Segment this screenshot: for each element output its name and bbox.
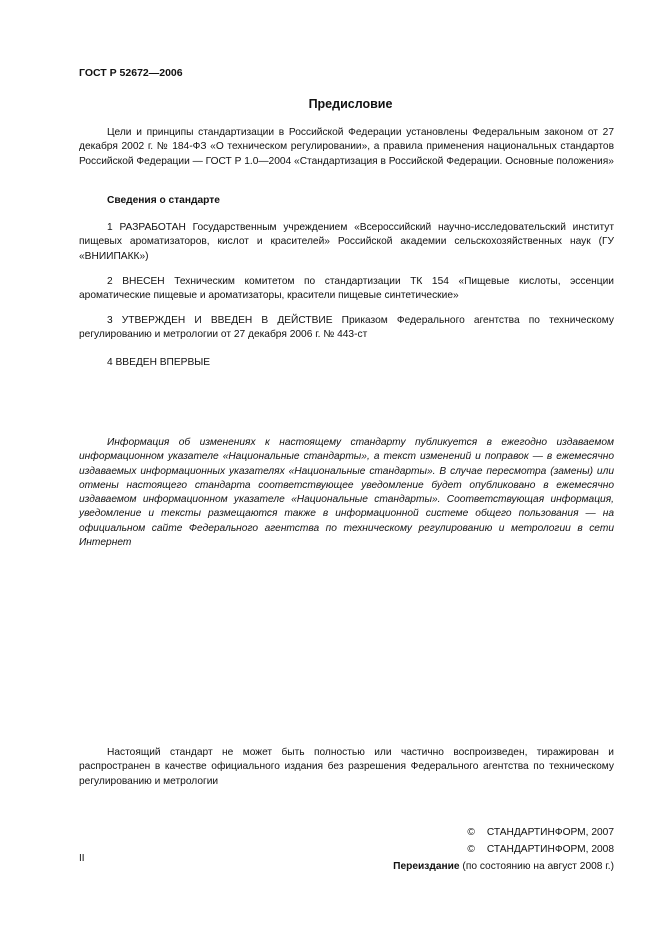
copyright-sign: ©: [467, 827, 475, 838]
page-title-text: Предисловие: [308, 97, 393, 111]
info-item-developed: 1 РАЗРАБОТАН Государственным учреждением «Всероссийский научно-исследовательский институт пищевых ароматизаторов, кислот и красителей» Российской академии сельскохозяйственных наук (ГУ «ВНИИПАКК»): [79, 222, 614, 262]
info-item-submitted: 2 ВНЕСЕН Техническим комитетом по стандартизации ТК 154 «Пищевые кислоты, эссенции ароматические пищевые и ароматизаторы, красители пищевые синтетические»: [79, 276, 614, 302]
reissue-line: [393, 860, 614, 874]
copyright-line-2008: [467, 843, 614, 857]
page-number: II: [79, 853, 85, 864]
copyright-text-2007: СТАНДАРТИНФОРМ, 2007: [486, 827, 614, 838]
standard-info-heading: Сведения о стандарте: [107, 195, 220, 206]
copyright-text-2008: СТАНДАРТИНФОРМ, 2008: [486, 844, 614, 855]
info-item-approved: 3 УТВЕРЖДЕН И ВВЕДЕН В ДЕЙСТВИЕ Приказом Федерального агентства по техническому регулированию и метрологии от 27 декабря 2006 г. № 443-ст: [79, 315, 614, 341]
info-item-first-introduced: 4 ВВЕДЕН ВПЕРВЫЕ: [107, 357, 211, 368]
intro-paragraph: Цели и принципы стандартизации в Российской Федерации установлены Федеральным законом от 27 декабря 2002 г. № 184-ФЗ «О техническом регулировании», а правила применения национальных стандартов Российской Федерации — ГОСТ Р 1.0—2004 «Стандартизация в Российской Федерации. Основные положения»: [79, 127, 614, 167]
copyright-line-2007: [467, 826, 614, 840]
reissue-label: Переиздание: [393, 861, 460, 872]
copyright-sign: ©: [467, 844, 475, 855]
document-header: ГОСТ Р 52672—2006: [79, 67, 183, 79]
reissue-date: (по состоянию на август 2008 г.): [459, 861, 614, 872]
copyright-notice-paragraph: Настоящий стандарт не может быть полностью или частично воспроизведен, тиражирован и распространен в качестве официального издания без разрешения Федерального агентства по техническому регулированию и метрологии: [79, 747, 614, 787]
page-title: [79, 97, 614, 111]
changes-info-paragraph: Информация об изменениях к настоящему стандарту публикуется в ежегодно издаваемом информационном указателе «Национальные стандарты», а текст изменений и поправок — в ежемесячно издаваемых информационных указателях «Национальные стандарты». В случае пересмотра (замены) или отмены настоящего стандарта соответствующее уведомление будет опубликовано в ежемесячно издаваемом информационном указателе «Национальные стандарты». Соответствующая информация, уведомление и тексты размещаются также в информационной системе общего пользования — на официальном сайте Федерального агентства по техническому регулированию и метрологии в сети Интернет: [79, 437, 614, 549]
